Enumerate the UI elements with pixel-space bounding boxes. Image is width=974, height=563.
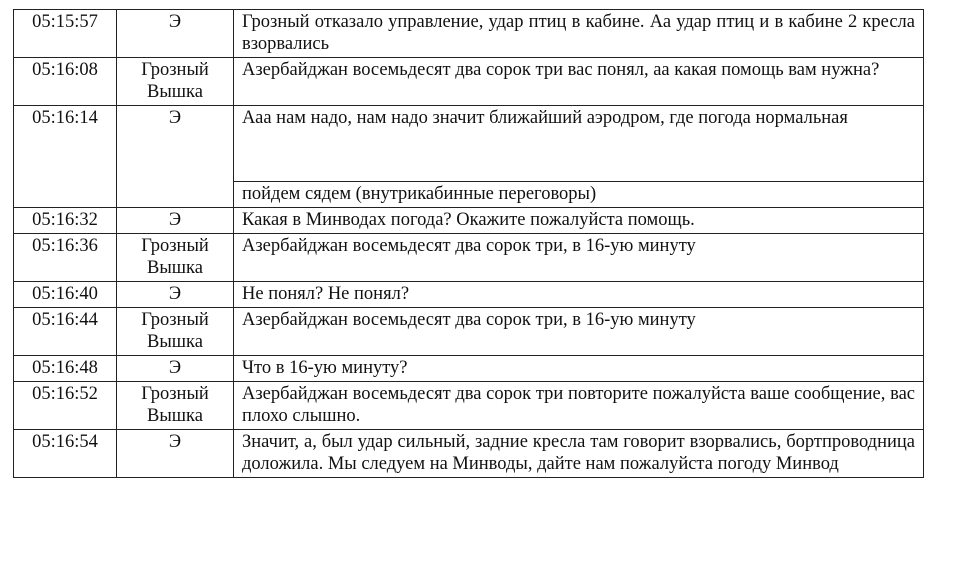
table-row: [14, 58, 924, 106]
speaker-cell: Грозный Вышка: [117, 308, 234, 356]
timestamp-cell: 05:16:40: [14, 282, 117, 308]
timestamp-cell: 05:16:48: [14, 356, 117, 382]
message-cell: Что в 16-ую минуту?: [234, 356, 924, 382]
speaker-cell: Грозный Вышка: [117, 382, 234, 430]
speaker-cell: Грозный Вышка: [117, 234, 234, 282]
table-row: [14, 106, 924, 182]
message-cell: Значит, а, был удар сильный, задние кресла там говорит взорвались, бортпроводница доложила. Мы следуем на Минводы, дайте нам пожалуйста погоду Минвод: [234, 430, 924, 478]
table-row: [14, 208, 924, 234]
table-row: [14, 308, 924, 356]
message-cell: Азербайджан восемьдесят два сорок три вас понял, аа какая помощь вам нужна?: [234, 58, 924, 106]
table-row: [14, 234, 924, 282]
message-cell: Не понял? Не понял?: [234, 282, 924, 308]
speaker-cell: Э: [117, 356, 234, 382]
transcript-table: [13, 9, 924, 478]
timestamp-cell: 05:16:44: [14, 308, 117, 356]
timestamp-cell: 05:16:54: [14, 430, 117, 478]
timestamp-cell: 05:16:36: [14, 234, 117, 282]
timestamp-cell: 05:16:52: [14, 382, 117, 430]
speaker-cell: Э: [117, 10, 234, 58]
table-row: [14, 430, 924, 478]
speaker-cell: Грозный Вышка: [117, 58, 234, 106]
timestamp-cell: 05:16:14: [14, 106, 117, 208]
timestamp-cell: 05:16:08: [14, 58, 117, 106]
table-row: [14, 282, 924, 308]
speaker-cell: Э: [117, 106, 234, 208]
message-cell: Азербайджан восемьдесят два сорок три, в 16-ую минуту: [234, 308, 924, 356]
timestamp-cell: 05:16:32: [14, 208, 117, 234]
speaker-cell: Э: [117, 430, 234, 478]
message-cell: Грозный отказало управление, удар птиц в кабине. Аа удар птиц и в кабине 2 кресла взорвались: [234, 10, 924, 58]
timestamp-cell: 05:15:57: [14, 10, 117, 58]
message-subcell: пойдем сядем (внутрикабинные переговоры): [234, 182, 924, 208]
speaker-cell: Э: [117, 282, 234, 308]
message-cell: Ааа нам надо, нам надо значит ближайший аэродром, где погода нормальная: [234, 106, 924, 182]
message-cell: Азербайджан восемьдесят два сорок три, в 16-ую минуту: [234, 234, 924, 282]
speaker-cell: Э: [117, 208, 234, 234]
table-row: [14, 356, 924, 382]
message-cell: Азербайджан восемьдесят два сорок три повторите пожалуйста ваше сообщение, вас плохо слышно.: [234, 382, 924, 430]
message-cell: Какая в Минводах погода? Окажите пожалуйста помощь.: [234, 208, 924, 234]
table-row: [14, 10, 924, 58]
table-row: [14, 382, 924, 430]
